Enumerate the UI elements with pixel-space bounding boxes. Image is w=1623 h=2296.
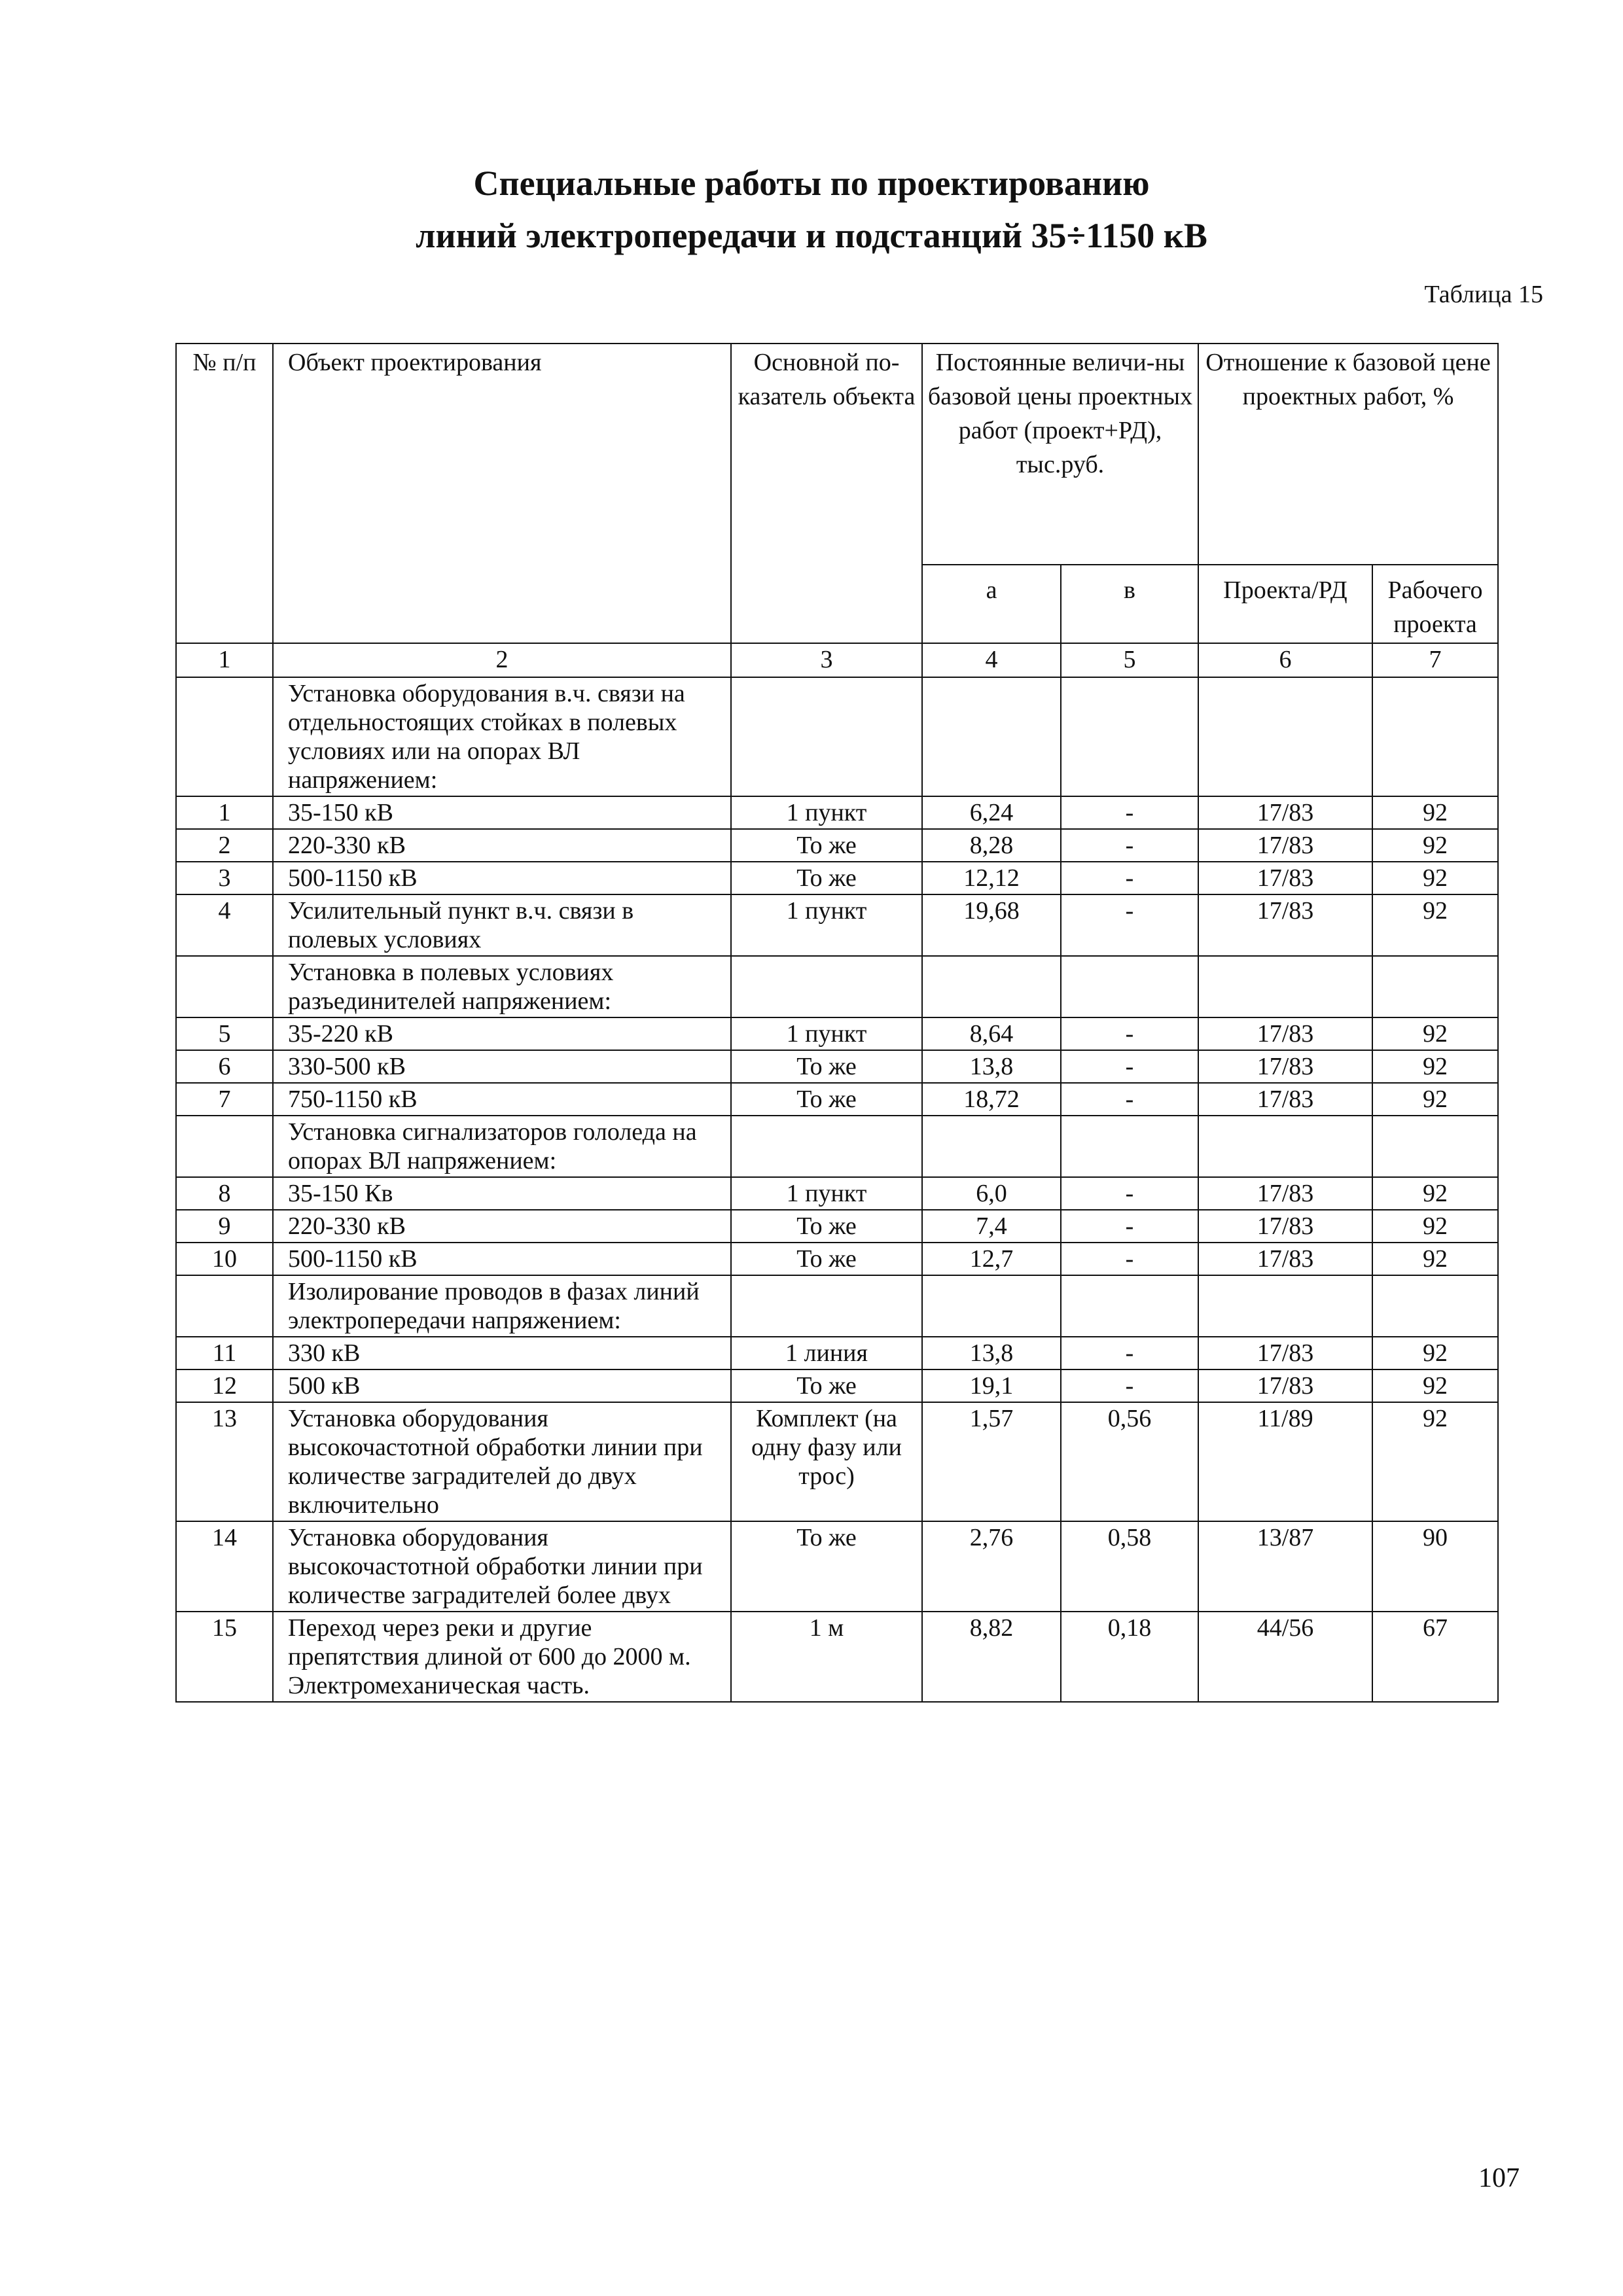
row-number: 5 bbox=[176, 1017, 273, 1050]
table-row bbox=[176, 894, 1498, 956]
object-cell: 330-500 кВ bbox=[273, 1050, 731, 1083]
ratio-project-rd-cell: 17/83 bbox=[1198, 1017, 1372, 1050]
col-number-5: 5 bbox=[1061, 643, 1198, 677]
indicator-cell: 1 пункт bbox=[731, 1017, 922, 1050]
ratio-project-rd-cell: 17/83 bbox=[1198, 829, 1372, 862]
row-number: 3 bbox=[176, 862, 273, 894]
col-number-2: 2 bbox=[273, 643, 731, 677]
object-cell: Установка оборудования высокочастотной обработки линии при количестве заградителей более двух bbox=[273, 1521, 731, 1612]
col-number-1: 1 bbox=[176, 643, 273, 677]
value-a-cell: 1,57 bbox=[922, 1402, 1061, 1521]
value-b-cell: - bbox=[1061, 1083, 1198, 1116]
value-b-cell bbox=[1061, 677, 1198, 796]
table-row bbox=[176, 1369, 1498, 1402]
table-row bbox=[176, 1275, 1498, 1337]
table-row bbox=[176, 862, 1498, 894]
value-b-cell: 0,56 bbox=[1061, 1402, 1198, 1521]
value-a-cell bbox=[922, 956, 1061, 1017]
ratio-project-rd-cell: 17/83 bbox=[1198, 894, 1372, 956]
row-number: 6 bbox=[176, 1050, 273, 1083]
value-a-cell: 8,64 bbox=[922, 1017, 1061, 1050]
indicator-cell: 1 пункт bbox=[731, 1177, 922, 1210]
value-a-cell: 12,12 bbox=[922, 862, 1061, 894]
ratio-working-cell: 67 bbox=[1372, 1612, 1498, 1702]
table-row bbox=[176, 1177, 1498, 1210]
value-a-cell bbox=[922, 1275, 1061, 1337]
header-b: в bbox=[1061, 565, 1198, 643]
object-cell: 35-150 Кв bbox=[273, 1177, 731, 1210]
page-number: 107 bbox=[1478, 2163, 1520, 2193]
value-a-cell bbox=[922, 1116, 1061, 1177]
row-number: 14 bbox=[176, 1521, 273, 1612]
header-ratio: Отношение к базовой цене проектных работ, % bbox=[1198, 344, 1498, 565]
indicator-cell bbox=[731, 1116, 922, 1177]
row-number: 7 bbox=[176, 1083, 273, 1116]
row-number bbox=[176, 1275, 273, 1337]
indicator-cell: 1 пункт bbox=[731, 796, 922, 829]
object-cell: Установка оборудования высокочастотной обработки линии при количестве заградителей до двух включительно bbox=[273, 1402, 731, 1521]
ratio-working-cell: 92 bbox=[1372, 1337, 1498, 1369]
table-row bbox=[176, 1243, 1498, 1275]
table-row bbox=[176, 1337, 1498, 1369]
indicator-cell: То же bbox=[731, 829, 922, 862]
row-number: 12 bbox=[176, 1369, 273, 1402]
col-number-4: 4 bbox=[922, 643, 1061, 677]
value-a-cell: 8,28 bbox=[922, 829, 1061, 862]
value-b-cell: - bbox=[1061, 796, 1198, 829]
object-cell: 500-1150 кВ bbox=[273, 862, 731, 894]
row-number bbox=[176, 956, 273, 1017]
ratio-working-cell: 92 bbox=[1372, 1083, 1498, 1116]
ratio-project-rd-cell: 17/83 bbox=[1198, 1177, 1372, 1210]
row-number: 4 bbox=[176, 894, 273, 956]
object-cell: Установка сигнализаторов гололеда на опорах ВЛ напряжением: bbox=[273, 1116, 731, 1177]
title-line-1: Специальные работы по проектированию bbox=[473, 164, 1150, 203]
ratio-working-cell: 92 bbox=[1372, 894, 1498, 956]
object-cell: Усилительный пункт в.ч. связи в полевых условиях bbox=[273, 894, 731, 956]
pricing-table bbox=[175, 343, 1499, 1703]
ratio-project-rd-cell: 17/83 bbox=[1198, 796, 1372, 829]
header-row-1 bbox=[176, 344, 1498, 565]
ratio-project-rd-cell: 44/56 bbox=[1198, 1612, 1372, 1702]
object-cell: Переход через реки и другие препятствия длиной от 600 до 2000 м. Электромеханическая часть. bbox=[273, 1612, 731, 1702]
ratio-working-cell bbox=[1372, 956, 1498, 1017]
header-project-rd: Проекта/РД bbox=[1198, 565, 1372, 643]
ratio-project-rd-cell: 17/83 bbox=[1198, 1243, 1372, 1275]
value-a-cell: 6,24 bbox=[922, 796, 1061, 829]
ratio-working-cell: 92 bbox=[1372, 1369, 1498, 1402]
object-cell: 35-150 кВ bbox=[273, 796, 731, 829]
value-b-cell: - bbox=[1061, 1243, 1198, 1275]
row-number: 11 bbox=[176, 1337, 273, 1369]
table-row bbox=[176, 1017, 1498, 1050]
ratio-project-rd-cell: 17/83 bbox=[1198, 1210, 1372, 1243]
table-row bbox=[176, 1050, 1498, 1083]
value-a-cell: 19,1 bbox=[922, 1369, 1061, 1402]
header-indicator: Основной по-казатель объекта bbox=[731, 344, 922, 643]
value-b-cell: 0,58 bbox=[1061, 1521, 1198, 1612]
value-a-cell: 19,68 bbox=[922, 894, 1061, 956]
table-row bbox=[176, 1521, 1498, 1612]
col-number-7: 7 bbox=[1372, 643, 1498, 677]
value-a-cell: 2,76 bbox=[922, 1521, 1061, 1612]
indicator-cell bbox=[731, 1275, 922, 1337]
header-object: Объект проектирования bbox=[273, 344, 731, 643]
header-a: а bbox=[922, 565, 1061, 643]
page-title bbox=[0, 157, 1623, 262]
value-a-cell: 7,4 bbox=[922, 1210, 1061, 1243]
value-b-cell bbox=[1061, 1275, 1198, 1337]
table-row bbox=[176, 1116, 1498, 1177]
object-cell: 35-220 кВ bbox=[273, 1017, 731, 1050]
value-b-cell: - bbox=[1061, 1369, 1198, 1402]
row-number: 10 bbox=[176, 1243, 273, 1275]
object-cell: Изолирование проводов в фазах линий электропередачи напряжением: bbox=[273, 1275, 731, 1337]
ratio-working-cell: 92 bbox=[1372, 862, 1498, 894]
value-a-cell: 6,0 bbox=[922, 1177, 1061, 1210]
value-b-cell: - bbox=[1061, 862, 1198, 894]
object-cell: 500 кВ bbox=[273, 1369, 731, 1402]
indicator-cell: 1 пункт bbox=[731, 894, 922, 956]
ratio-project-rd-cell: 11/89 bbox=[1198, 1402, 1372, 1521]
indicator-cell bbox=[731, 956, 922, 1017]
ratio-working-cell: 90 bbox=[1372, 1521, 1498, 1612]
row-number: 15 bbox=[176, 1612, 273, 1702]
value-a-cell bbox=[922, 677, 1061, 796]
indicator-cell bbox=[731, 677, 922, 796]
value-b-cell: - bbox=[1061, 1337, 1198, 1369]
value-b-cell bbox=[1061, 1116, 1198, 1177]
row-number bbox=[176, 677, 273, 796]
value-b-cell: - bbox=[1061, 1177, 1198, 1210]
row-number: 1 bbox=[176, 796, 273, 829]
value-a-cell: 18,72 bbox=[922, 1083, 1061, 1116]
row-number bbox=[176, 1116, 273, 1177]
ratio-project-rd-cell: 17/83 bbox=[1198, 1050, 1372, 1083]
indicator-cell: То же bbox=[731, 1369, 922, 1402]
value-a-cell: 13,8 bbox=[922, 1050, 1061, 1083]
table-label: Таблица 15 bbox=[1424, 281, 1543, 308]
col-number-6: 6 bbox=[1198, 643, 1372, 677]
table-row bbox=[176, 1083, 1498, 1116]
row-number: 13 bbox=[176, 1402, 273, 1521]
header-num: № п/п bbox=[176, 344, 273, 643]
value-a-cell: 12,7 bbox=[922, 1243, 1061, 1275]
table-row bbox=[176, 1402, 1498, 1521]
indicator-cell: 1 м bbox=[731, 1612, 922, 1702]
ratio-project-rd-cell: 17/83 bbox=[1198, 1083, 1372, 1116]
ratio-project-rd-cell: 17/83 bbox=[1198, 1369, 1372, 1402]
table-row bbox=[176, 677, 1498, 796]
object-cell: Установка оборудования в.ч. связи на отдельностоящих стойках в полевых условиях или на опорах ВЛ напряжением: bbox=[273, 677, 731, 796]
ratio-project-rd-cell bbox=[1198, 1275, 1372, 1337]
ratio-working-cell: 92 bbox=[1372, 1243, 1498, 1275]
table-row bbox=[176, 1210, 1498, 1243]
value-b-cell: 0,18 bbox=[1061, 1612, 1198, 1702]
indicator-cell: То же bbox=[731, 1050, 922, 1083]
value-a-cell: 8,82 bbox=[922, 1612, 1061, 1702]
table-row bbox=[176, 796, 1498, 829]
value-b-cell: - bbox=[1061, 1017, 1198, 1050]
ratio-working-cell: 92 bbox=[1372, 1177, 1498, 1210]
value-b-cell bbox=[1061, 956, 1198, 1017]
table-row bbox=[176, 829, 1498, 862]
ratio-project-rd-cell bbox=[1198, 956, 1372, 1017]
ratio-working-cell: 92 bbox=[1372, 1050, 1498, 1083]
indicator-cell: То же bbox=[731, 1083, 922, 1116]
ratio-project-rd-cell: 17/83 bbox=[1198, 1337, 1372, 1369]
ratio-working-cell: 92 bbox=[1372, 829, 1498, 862]
ratio-working-cell: 92 bbox=[1372, 796, 1498, 829]
row-number: 8 bbox=[176, 1177, 273, 1210]
ratio-working-cell: 92 bbox=[1372, 1402, 1498, 1521]
indicator-cell: То же bbox=[731, 1521, 922, 1612]
value-b-cell: - bbox=[1061, 1210, 1198, 1243]
indicator-cell: То же bbox=[731, 1210, 922, 1243]
row-number: 9 bbox=[176, 1210, 273, 1243]
indicator-cell: Комплект (на одну фазу или трос) bbox=[731, 1402, 922, 1521]
ratio-project-rd-cell: 17/83 bbox=[1198, 862, 1372, 894]
ratio-working-cell bbox=[1372, 1116, 1498, 1177]
ratio-working-cell: 92 bbox=[1372, 1210, 1498, 1243]
ratio-project-rd-cell: 13/87 bbox=[1198, 1521, 1372, 1612]
ratio-working-cell: 92 bbox=[1372, 1017, 1498, 1050]
title-line-2: линий электропередачи и подстанций 35÷1150 кВ bbox=[416, 216, 1207, 255]
ratio-working-cell bbox=[1372, 677, 1498, 796]
indicator-cell: 1 линия bbox=[731, 1337, 922, 1369]
object-cell: Установка в полевых условиях разъединителей напряжением: bbox=[273, 956, 731, 1017]
indicator-cell: То же bbox=[731, 862, 922, 894]
header-working-project: Рабочего проекта bbox=[1372, 565, 1498, 643]
table-row bbox=[176, 956, 1498, 1017]
object-cell: 500-1150 кВ bbox=[273, 1243, 731, 1275]
value-b-cell: - bbox=[1061, 1050, 1198, 1083]
value-b-cell: - bbox=[1061, 894, 1198, 956]
object-cell: 330 кВ bbox=[273, 1337, 731, 1369]
table-row bbox=[176, 1612, 1498, 1702]
value-a-cell: 13,8 bbox=[922, 1337, 1061, 1369]
value-b-cell: - bbox=[1061, 829, 1198, 862]
ratio-project-rd-cell bbox=[1198, 677, 1372, 796]
ratio-project-rd-cell bbox=[1198, 1116, 1372, 1177]
ratio-working-cell bbox=[1372, 1275, 1498, 1337]
object-cell: 220-330 кВ bbox=[273, 1210, 731, 1243]
object-cell: 220-330 кВ bbox=[273, 829, 731, 862]
row-number: 2 bbox=[176, 829, 273, 862]
object-cell: 750-1150 кВ bbox=[273, 1083, 731, 1116]
indicator-cell: То же bbox=[731, 1243, 922, 1275]
header-constants: Постоянные величи-ны базовой цены проектных работ (проект+РД), тыс.руб. bbox=[922, 344, 1198, 565]
column-number-row bbox=[176, 643, 1498, 677]
col-number-3: 3 bbox=[731, 643, 922, 677]
